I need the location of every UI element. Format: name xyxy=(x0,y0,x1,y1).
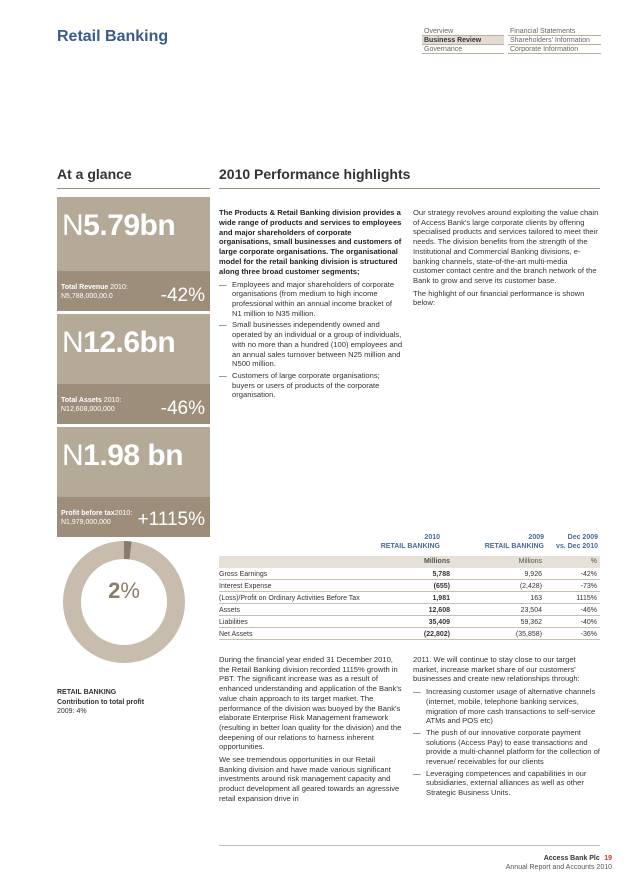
divider xyxy=(219,845,600,846)
kpi-change: -46% xyxy=(160,398,205,419)
kpi-value: N12.6bn xyxy=(62,326,176,359)
narrative-left-column xyxy=(219,655,403,807)
divider xyxy=(219,188,600,189)
donut-caption-subtitle: Contribution to total profit xyxy=(57,698,145,706)
financial-table xyxy=(219,569,600,641)
kpi-footer-profit xyxy=(57,497,210,537)
nav-item-business-review[interactable]: Business Review xyxy=(422,36,504,45)
table-row: Interest Expense (655) (2,428) -73% xyxy=(219,581,600,592)
page-title: Retail Banking xyxy=(57,28,169,45)
divider xyxy=(57,188,210,189)
page-number: 19 xyxy=(604,855,612,862)
kpi-footer-revenue xyxy=(57,271,210,311)
list-item: — Customers of large corporate organisations; buyers or users of products of the corporate organisation. xyxy=(219,370,380,400)
at-a-glance-title: At a glance xyxy=(57,166,132,182)
list-item: — Employees and major shareholders of corporate organisations (from medium to high income professional within an annual income bracket of N1 million to N35 million. xyxy=(219,279,395,318)
kpi-change: -42% xyxy=(160,285,205,306)
nav-item-corporate-information[interactable]: Corporate Information xyxy=(508,45,601,54)
donut-caption-title: RETAIL BANKING xyxy=(57,689,117,696)
kpi-card-assets xyxy=(57,314,210,384)
intro-paragraph: The Products & Retail Banking division provides a wide range of products and services to employees and major shareholders of corporate organisations, small businesses and customers of large corporate organisations. The organisational model for the retail banking division is structured along three broad customer segments; xyxy=(219,208,402,276)
table-row: Net Assets (22,802) (35,858) -36% xyxy=(219,629,600,640)
donut-caption-prior: 2009: 4% xyxy=(57,708,87,715)
table-units-row: Millions Millions % xyxy=(219,556,600,568)
highlights-title: 2010 Performance highlights xyxy=(219,166,411,182)
col-2010-header: 2010 RETAIL BANKING xyxy=(380,534,440,550)
kpi-value: N5.79bn xyxy=(62,209,176,242)
growth-paragraph: During the financial year ended 31 December 2010, the Retail Banking division recorded 1115% growth in PBT. The significant increase was as a result of enhanced understanding and application of the Bank's value chain approach to its target market. The performance of the division was buoyed by the Bank's elaborate Enterprise Risk Management framework (resulting in better loan quality for the division) and the deepening of our relations to harness inherent opportunities. xyxy=(219,655,402,752)
kpi-footer-assets xyxy=(57,384,210,424)
highlights-right-column xyxy=(413,208,600,311)
table-header xyxy=(219,533,600,557)
plan-paragraph: 2011. We will continue to stay close to our target market, increase market share of our customers' businesses and create new relationships through: xyxy=(413,655,580,684)
kpi-card-revenue xyxy=(57,197,210,271)
table-row: Liabilities 35,409 59,362 -40% xyxy=(219,617,600,628)
nav-item-financial-statements[interactable]: Financial Statements xyxy=(508,27,601,36)
footer-company: Access Bank Plc xyxy=(543,855,600,862)
kpi-change: +1115% xyxy=(137,509,205,530)
performance-intro: The highlight of our financial performance is shown below: xyxy=(413,288,585,308)
section-nav-left xyxy=(422,27,504,54)
nav-item-shareholders-information[interactable]: Shareholders' Information xyxy=(508,36,601,45)
section-nav-right xyxy=(508,27,601,54)
page-footer xyxy=(506,851,612,872)
footer-report: Annual Report and Accounts 2010 xyxy=(505,864,612,871)
list-item: — Leveraging competences and capabilities in our subsidiaries, external alliances as well as other Strategic Business Units. xyxy=(413,768,587,798)
kpi-card-profit xyxy=(57,427,210,497)
col-2009-header: 2009 RETAIL BANKING xyxy=(484,534,544,550)
strategy-paragraph: Our strategy revolves around exploiting the value chain of Access Bank's large corporate clients by offering specialised products and services tailored to meet their needs. The division benefits from the strength of the Institutional and Commercial Banking divisions, e-banking channels, state-of-the-art multi-media customer contact centre and the branch network of the Bank to grow and serve its customer base. xyxy=(413,208,599,285)
nav-item-governance[interactable]: Governance xyxy=(422,45,504,54)
kpi-label: Total Revenue 2010: N5,788,000,00.0 xyxy=(61,284,128,300)
table-row: Gross Earnings 5,788 9,926 -42% xyxy=(219,569,600,580)
donut-caption xyxy=(57,688,144,717)
kpi-label: Total Assets 2010: N12,608,000,000 xyxy=(61,397,122,413)
highlights-left-column xyxy=(219,208,403,402)
opportunities-paragraph: We see tremendous opportunities in our Retail Banking division and have made various significant investments around risk management capacity and product development all geared towards an agressive retail expansion drive in xyxy=(219,755,400,803)
donut-center-label: 2% xyxy=(108,578,140,603)
kpi-label: Profit before tax2010: N1,979,000,000 xyxy=(61,510,133,526)
list-item: — Small businesses independently owned and operated by an individual or a group of individuals, with no more than a hundred (100) employees and an annual sales turnover between N25 million and N500 million. xyxy=(219,320,403,369)
kpi-value: N1.98 bn xyxy=(62,439,184,472)
col-change-header: Dec 2009 vs. Dec 2010 xyxy=(555,534,598,550)
list-item: — Increasing customer usage of alternative channels (internet, mobile, telephone banking services, migration of more cash transactions to self-service ATMs and POS etc) xyxy=(413,687,596,726)
narrative-right-column xyxy=(413,655,600,800)
table-row: (Loss)/Profit on Ordinary Activities Before Tax 1,981 163 1115% xyxy=(219,593,600,604)
table-row: Assets 12,608 23,504 -46% xyxy=(219,605,600,616)
list-item: — The push of our innovative corporate payment solutions (Access Pay) to ease transactions and provide a multi-channel platform for the collection of revenue/ receivables for our clients xyxy=(413,727,600,767)
nav-item-overview[interactable]: Overview xyxy=(422,27,504,36)
